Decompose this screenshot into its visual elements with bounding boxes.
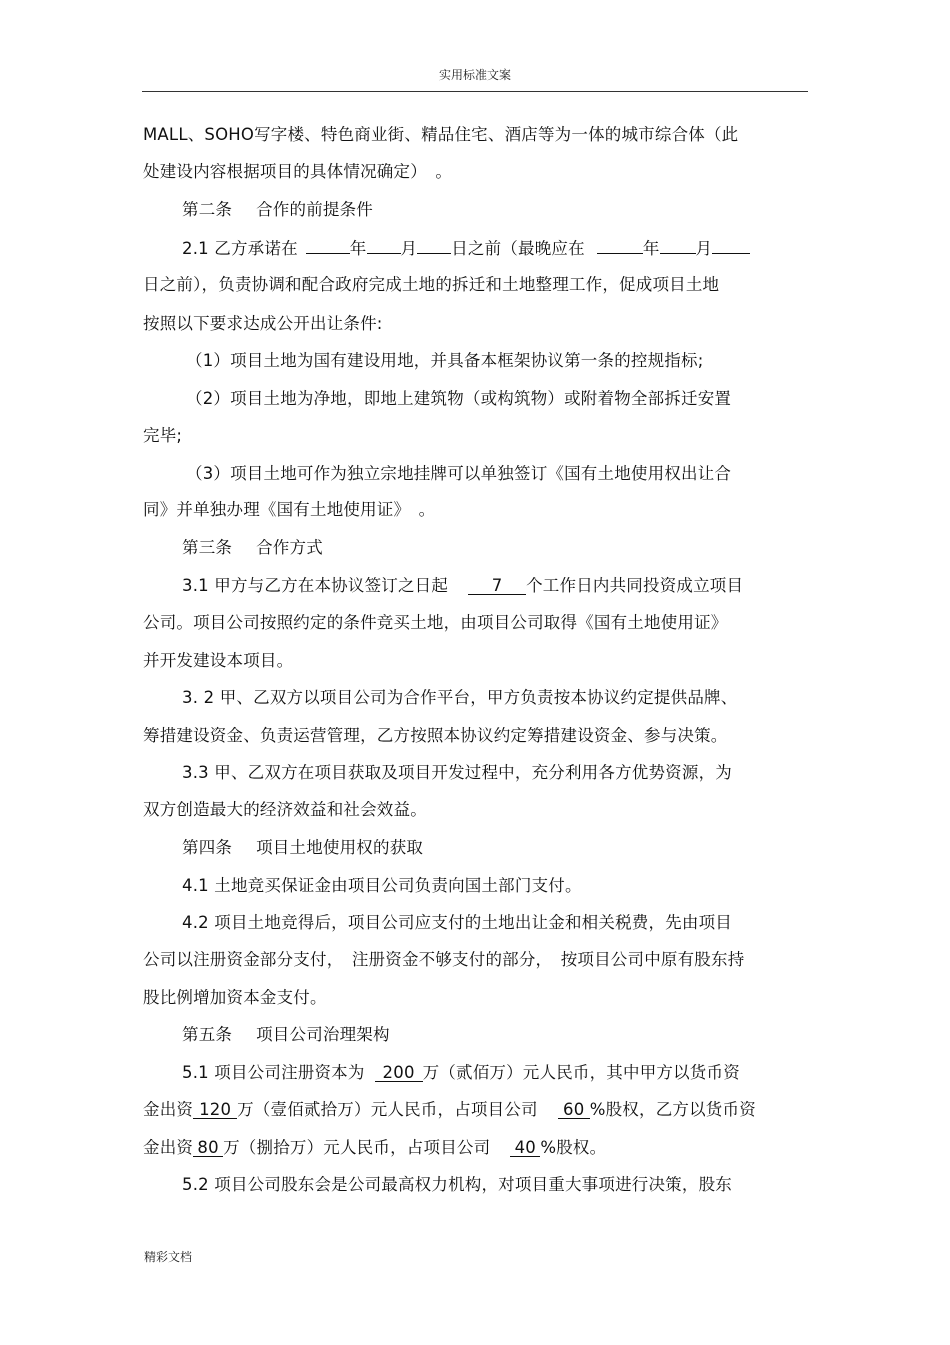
- clause-text: 年: [349, 239, 367, 258]
- clause-text: 月: [400, 239, 418, 258]
- blank-field: [417, 237, 451, 254]
- clause-text: 金出资: [143, 1138, 194, 1157]
- article-number: 第五条: [182, 1025, 233, 1044]
- clause-text: 年: [642, 239, 660, 258]
- clause-2-1: [182, 237, 750, 260]
- article-number: 第四条: [182, 838, 233, 857]
- clause-text: 月: [695, 239, 713, 258]
- text-line: 日之前），负责协调和配合政府完成土地的拆迁和土地整理工作，促成项目土地: [143, 275, 720, 294]
- article-heading: [182, 1024, 390, 1046]
- blank-field: [367, 237, 401, 254]
- article-title: 项目公司治理架构: [256, 1025, 390, 1044]
- clause-text: 2.1 乙方承诺在: [182, 239, 298, 258]
- clause-text: %股权。: [540, 1138, 607, 1157]
- text-line: 公司。项目公司按照约定的条件竞买土地，由项目公司取得《国有土地使用证》: [143, 613, 728, 632]
- article-heading: [182, 837, 423, 859]
- clause-text: 5.1 项目公司注册资本为: [182, 1063, 365, 1082]
- clause-text: 日之前（最晚应在: [451, 239, 585, 258]
- article-title: 合作的前提条件: [256, 200, 374, 219]
- text-line: 筹措建设资金、负责运营管理，乙方按照本协议约定筹措建设资金、参与决策。: [143, 726, 728, 745]
- clause-text: %股权，乙方以货币资: [589, 1100, 756, 1119]
- page-header: 实用标准文案: [438, 68, 511, 82]
- clause-5-1-cont: [143, 1099, 756, 1121]
- clause-text: 3.1 甲方与乙方在本协议签订之日起: [182, 576, 449, 595]
- text-line: （2）项目土地为净地，即地上建筑物（或构筑物）或附着物全部拆迁安置: [186, 389, 732, 408]
- blank-field: [660, 237, 696, 254]
- clause-5-1: [182, 1062, 740, 1084]
- article-heading: [182, 537, 323, 559]
- filled-field: 60: [558, 1102, 590, 1119]
- text-line: 双方创造最大的经济效益和社会效益。: [143, 800, 427, 819]
- text-line: 处建设内容根据项目的具体情况确定） 。: [143, 162, 453, 181]
- text-line: 完毕;: [143, 426, 183, 445]
- clause-text: 万（捌拾万）元人民币，占项目公司: [223, 1138, 491, 1157]
- text-line: 5.2 项目公司股东会是公司最高权力机构，对项目重大事项进行决策，股东: [182, 1175, 732, 1194]
- article-title: 合作方式: [256, 538, 323, 557]
- text-line: 股比例增加资本金支付。: [143, 988, 327, 1007]
- clause-text: 个工作日内共同投资成立项目: [526, 576, 744, 595]
- text-line: （1）项目土地为国有建设用地，并具备本框架协议第一条的控规指标;: [186, 351, 704, 370]
- clause-text: 金出资: [143, 1100, 194, 1119]
- text-line: 3.3 甲、乙双方在项目获取及项目开发过程中，充分利用各方优势资源，为: [182, 763, 732, 782]
- page-footer: 精彩文档: [144, 1250, 193, 1264]
- article-title: 项目土地使用权的获取: [256, 838, 424, 857]
- blank-field: [597, 237, 643, 254]
- text-line: 4.1 土地竞买保证金由项目公司负责向国土部门支付。: [182, 876, 582, 895]
- filled-field: 40: [510, 1140, 540, 1157]
- article-number: 第三条: [182, 538, 233, 557]
- text-line: 4.2 项目土地竞得后，项目公司应支付的土地出让金和相关税费，先由项目: [182, 913, 732, 932]
- text-line: MALL、SOHO写字楼、特色商业街、精品住宅、酒店等为一体的城市综合体（此: [143, 125, 739, 144]
- text-line: （3）项目土地可作为独立宗地挂牌可以单独签订《国有土地使用权出让合: [186, 464, 732, 483]
- article-heading: [182, 199, 373, 221]
- text-line: 并开发建设本项目。: [143, 651, 294, 670]
- filled-field: 120: [193, 1102, 237, 1119]
- text-line: 3. 2 甲、乙双方以项目公司为合作平台，甲方负责按本协议约定提供品牌、: [182, 688, 738, 707]
- blank-field: [712, 237, 750, 254]
- filled-field: 7: [468, 578, 526, 595]
- clause-5-1-cont: [143, 1137, 606, 1159]
- blank-field: [306, 237, 350, 254]
- filled-field: 200: [375, 1065, 423, 1082]
- header-rule: [142, 91, 808, 92]
- clause-text: 万（壹佰贰拾万）元人民币，占项目公司: [237, 1100, 538, 1119]
- filled-field: 80: [193, 1140, 223, 1157]
- text-line: 同》并单独办理《国有土地使用证》 。: [143, 500, 436, 519]
- text-line: 公司以注册资金部分支付， 注册资金不够支付的部分， 按项目公司中原有股东持: [143, 950, 745, 969]
- clause-text: 万（贰佰万）元人民币，其中甲方以货币资: [422, 1063, 740, 1082]
- text-line: 按照以下要求达成公开出让条件:: [143, 314, 383, 333]
- clause-3-1: [182, 575, 743, 597]
- article-number: 第二条: [182, 200, 233, 219]
